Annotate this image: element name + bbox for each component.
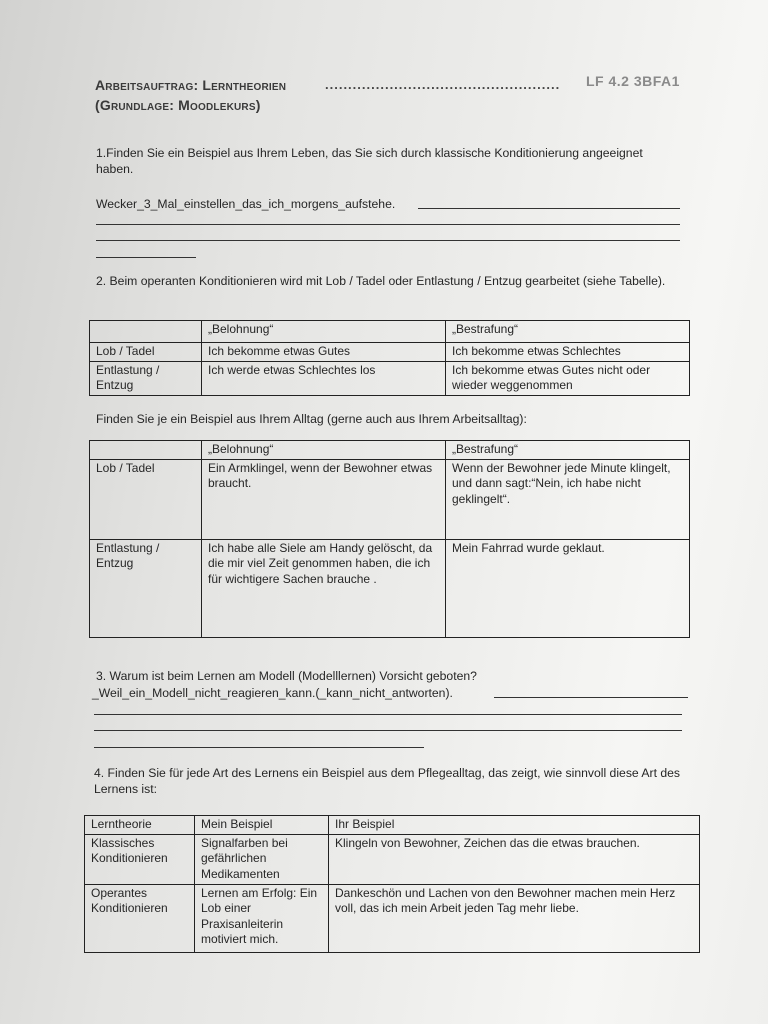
- table-header-row: [85, 816, 700, 835]
- table-row: [90, 539, 690, 637]
- table-cell: Ich bekomme etwas Gutes nicht oder wieder weggenommen: [446, 361, 690, 395]
- table-header-cell: „Belohnung“: [202, 441, 446, 460]
- table-row: [85, 884, 700, 952]
- table-cell: Ich habe alle Siele am Handy gelöscht, da die mir viel Zeit genommen haben, die ich für wichtigere Sachen brauche .: [202, 539, 446, 637]
- question-2-prompt: Finden Sie je ein Beispiel aus Ihrem Alltag (gerne auch aus Ihrem Arbeitsalltag):: [96, 412, 527, 426]
- answer-line: [96, 224, 680, 225]
- title-dots: ...................................................: [325, 77, 561, 92]
- table-cell: Ich werde etwas Schlechtes los: [202, 361, 446, 395]
- table-header-cell: Mein Beispiel: [195, 816, 329, 835]
- table-header-cell: Ihr Beispiel: [329, 816, 700, 835]
- table-cell: Lob / Tadel: [90, 459, 202, 539]
- table-cell: Klassisches Konditionieren: [85, 834, 195, 884]
- question-3: 3. Warum ist beim Lernen am Modell (Modelllernen) Vorsicht geboten?: [96, 669, 477, 683]
- table-cell: Lob / Tadel: [90, 343, 202, 362]
- question-1: 1.Finden Sie ein Beispiel aus Ihrem Leben, das Sie sich durch klassische Konditionierung angeeignet haben.: [96, 146, 643, 177]
- table-cell: Entlastung / Entzug: [90, 539, 202, 637]
- table-cell: Klingeln von Bewohner, Zeichen das die etwas brauchen.: [329, 834, 700, 884]
- answer-line: [94, 747, 424, 748]
- table-cell: Signalfarben bei gefährlichen Medikamenten: [195, 834, 329, 884]
- table-header-row: [90, 321, 690, 343]
- table-header-cell: „Belohnung“: [202, 321, 446, 343]
- table-header-cell: „Bestrafung“: [446, 441, 690, 460]
- answer-line: [96, 240, 680, 241]
- table-cell: Lernen am Erfolg: Ein Lob einer Praxisanleiterin motiviert mich.: [195, 884, 329, 952]
- answer-line: [94, 714, 682, 715]
- table-cell: Operantes Konditionieren: [85, 884, 195, 952]
- answer-line: [94, 730, 682, 731]
- table-row: [90, 343, 690, 362]
- worksheet-subtitle: (Grundlage: Moodlekurs): [95, 97, 261, 113]
- table-cell: Wenn der Bewohner jede Minute klingelt, und dann sagt:“Nein, ich habe nicht geklingelt“.: [446, 459, 690, 539]
- question-2: 2. Beim operanten Konditionieren wird mit Lob / Tadel oder Entlastung / Entzug gearbeitet (siehe Tabelle).: [96, 274, 666, 288]
- table-row: [85, 834, 700, 884]
- table-header-cell: Lerntheorie: [85, 816, 195, 835]
- table-header-row: [90, 441, 690, 460]
- table-row: [90, 361, 690, 395]
- learning-types-table: [84, 815, 700, 953]
- answer-line: [418, 208, 680, 209]
- table-cell: [90, 441, 202, 460]
- table-header-cell: „Bestrafung“: [446, 321, 690, 343]
- answer-3: _Weil_ein_Modell_nicht_reagieren_kann.(_kann_nicht_antworten).: [92, 686, 453, 700]
- answer-1: Wecker_3_Mal_einstellen_das_ich_morgens_aufstehe.: [96, 197, 396, 211]
- table-cell: [90, 321, 202, 343]
- table-cell: Ich bekomme etwas Gutes: [202, 343, 446, 362]
- table-cell: Mein Fahrrad wurde geklaut.: [446, 539, 690, 637]
- answer-line: [494, 697, 688, 698]
- question-4: 4. Finden Sie für jede Art des Lernens ein Beispiel aus dem Pflegealltag, das zeigt, wie sinnvoll diese Art des Lernens ist:: [94, 766, 681, 797]
- table-cell: Entlastung / Entzug: [90, 361, 202, 395]
- table-cell: Dankeschön und Lachen von den Bewohner machen mein Herz voll, das ich mein Arbeit jeden Tag mehr liebe.: [329, 884, 700, 952]
- table-cell: Ein Armklingel, wenn der Bewohner etwas braucht.: [202, 459, 446, 539]
- worksheet-title: Arbeitsauftrag: Lerntheorien: [95, 77, 287, 93]
- course-code: LF 4.2 3BFA1: [586, 73, 680, 89]
- table-cell: Ich bekomme etwas Schlechtes: [446, 343, 690, 362]
- answer-line: [96, 257, 196, 258]
- operant-conditioning-table: [89, 320, 690, 396]
- everyday-examples-table: [89, 440, 690, 638]
- table-row: [90, 459, 690, 539]
